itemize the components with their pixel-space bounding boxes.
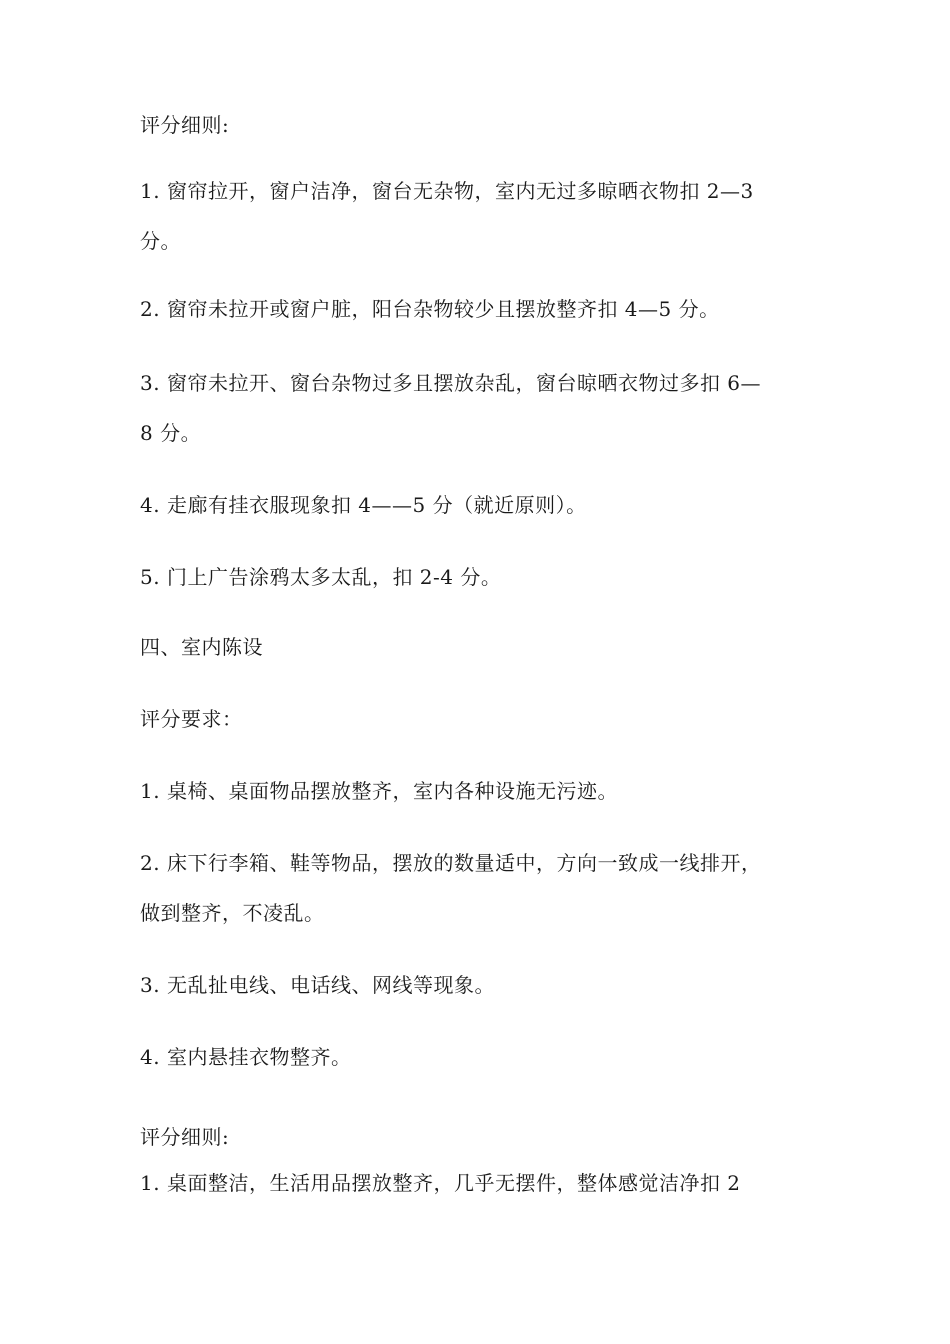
list-item: 5. 门上广告涂鸦太多太乱，扣 2-4 分。 xyxy=(140,565,502,589)
list-item: 2. 床下行李箱、鞋等物品，摆放的数量适中，方向一致成一线排开， xyxy=(140,851,762,875)
list-item-continuation: 分。 xyxy=(140,229,181,253)
list-item: 3. 无乱扯电线、电话线、网线等现象。 xyxy=(140,973,495,997)
section-title: 四、室内陈设 xyxy=(140,635,263,659)
section-heading-scoring-requirements: 评分要求： xyxy=(140,707,243,731)
list-item: 1. 桌椅、桌面物品摆放整齐，室内各种设施无污迹。 xyxy=(140,779,618,803)
list-item: 1. 窗帘拉开，窗户洁净，窗台无杂物，室内无过多晾晒衣物扣 2—3 xyxy=(140,179,754,203)
list-item: 4. 室内悬挂衣物整齐。 xyxy=(140,1045,352,1069)
list-item: 4. 走廊有挂衣服现象扣 4——5 分（就近原则）。 xyxy=(140,493,587,517)
list-item: 2. 窗帘未拉开或窗户脏，阳台杂物较少且摆放整齐扣 4—5 分。 xyxy=(140,297,720,321)
list-item-continuation: 做到整齐，不凌乱。 xyxy=(140,901,325,925)
section-heading-scoring-details: 评分细则: xyxy=(140,113,230,137)
section-heading-scoring-details: 评分细则: xyxy=(140,1125,230,1149)
list-item: 3. 窗帘未拉开、窗台杂物过多且摆放杂乱，窗台晾晒衣物过多扣 6— xyxy=(140,371,762,395)
list-item: 1. 桌面整洁，生活用品摆放整齐，几乎无摆件，整体感觉洁净扣 2 xyxy=(140,1171,741,1195)
list-item-continuation: 8 分。 xyxy=(140,421,202,445)
